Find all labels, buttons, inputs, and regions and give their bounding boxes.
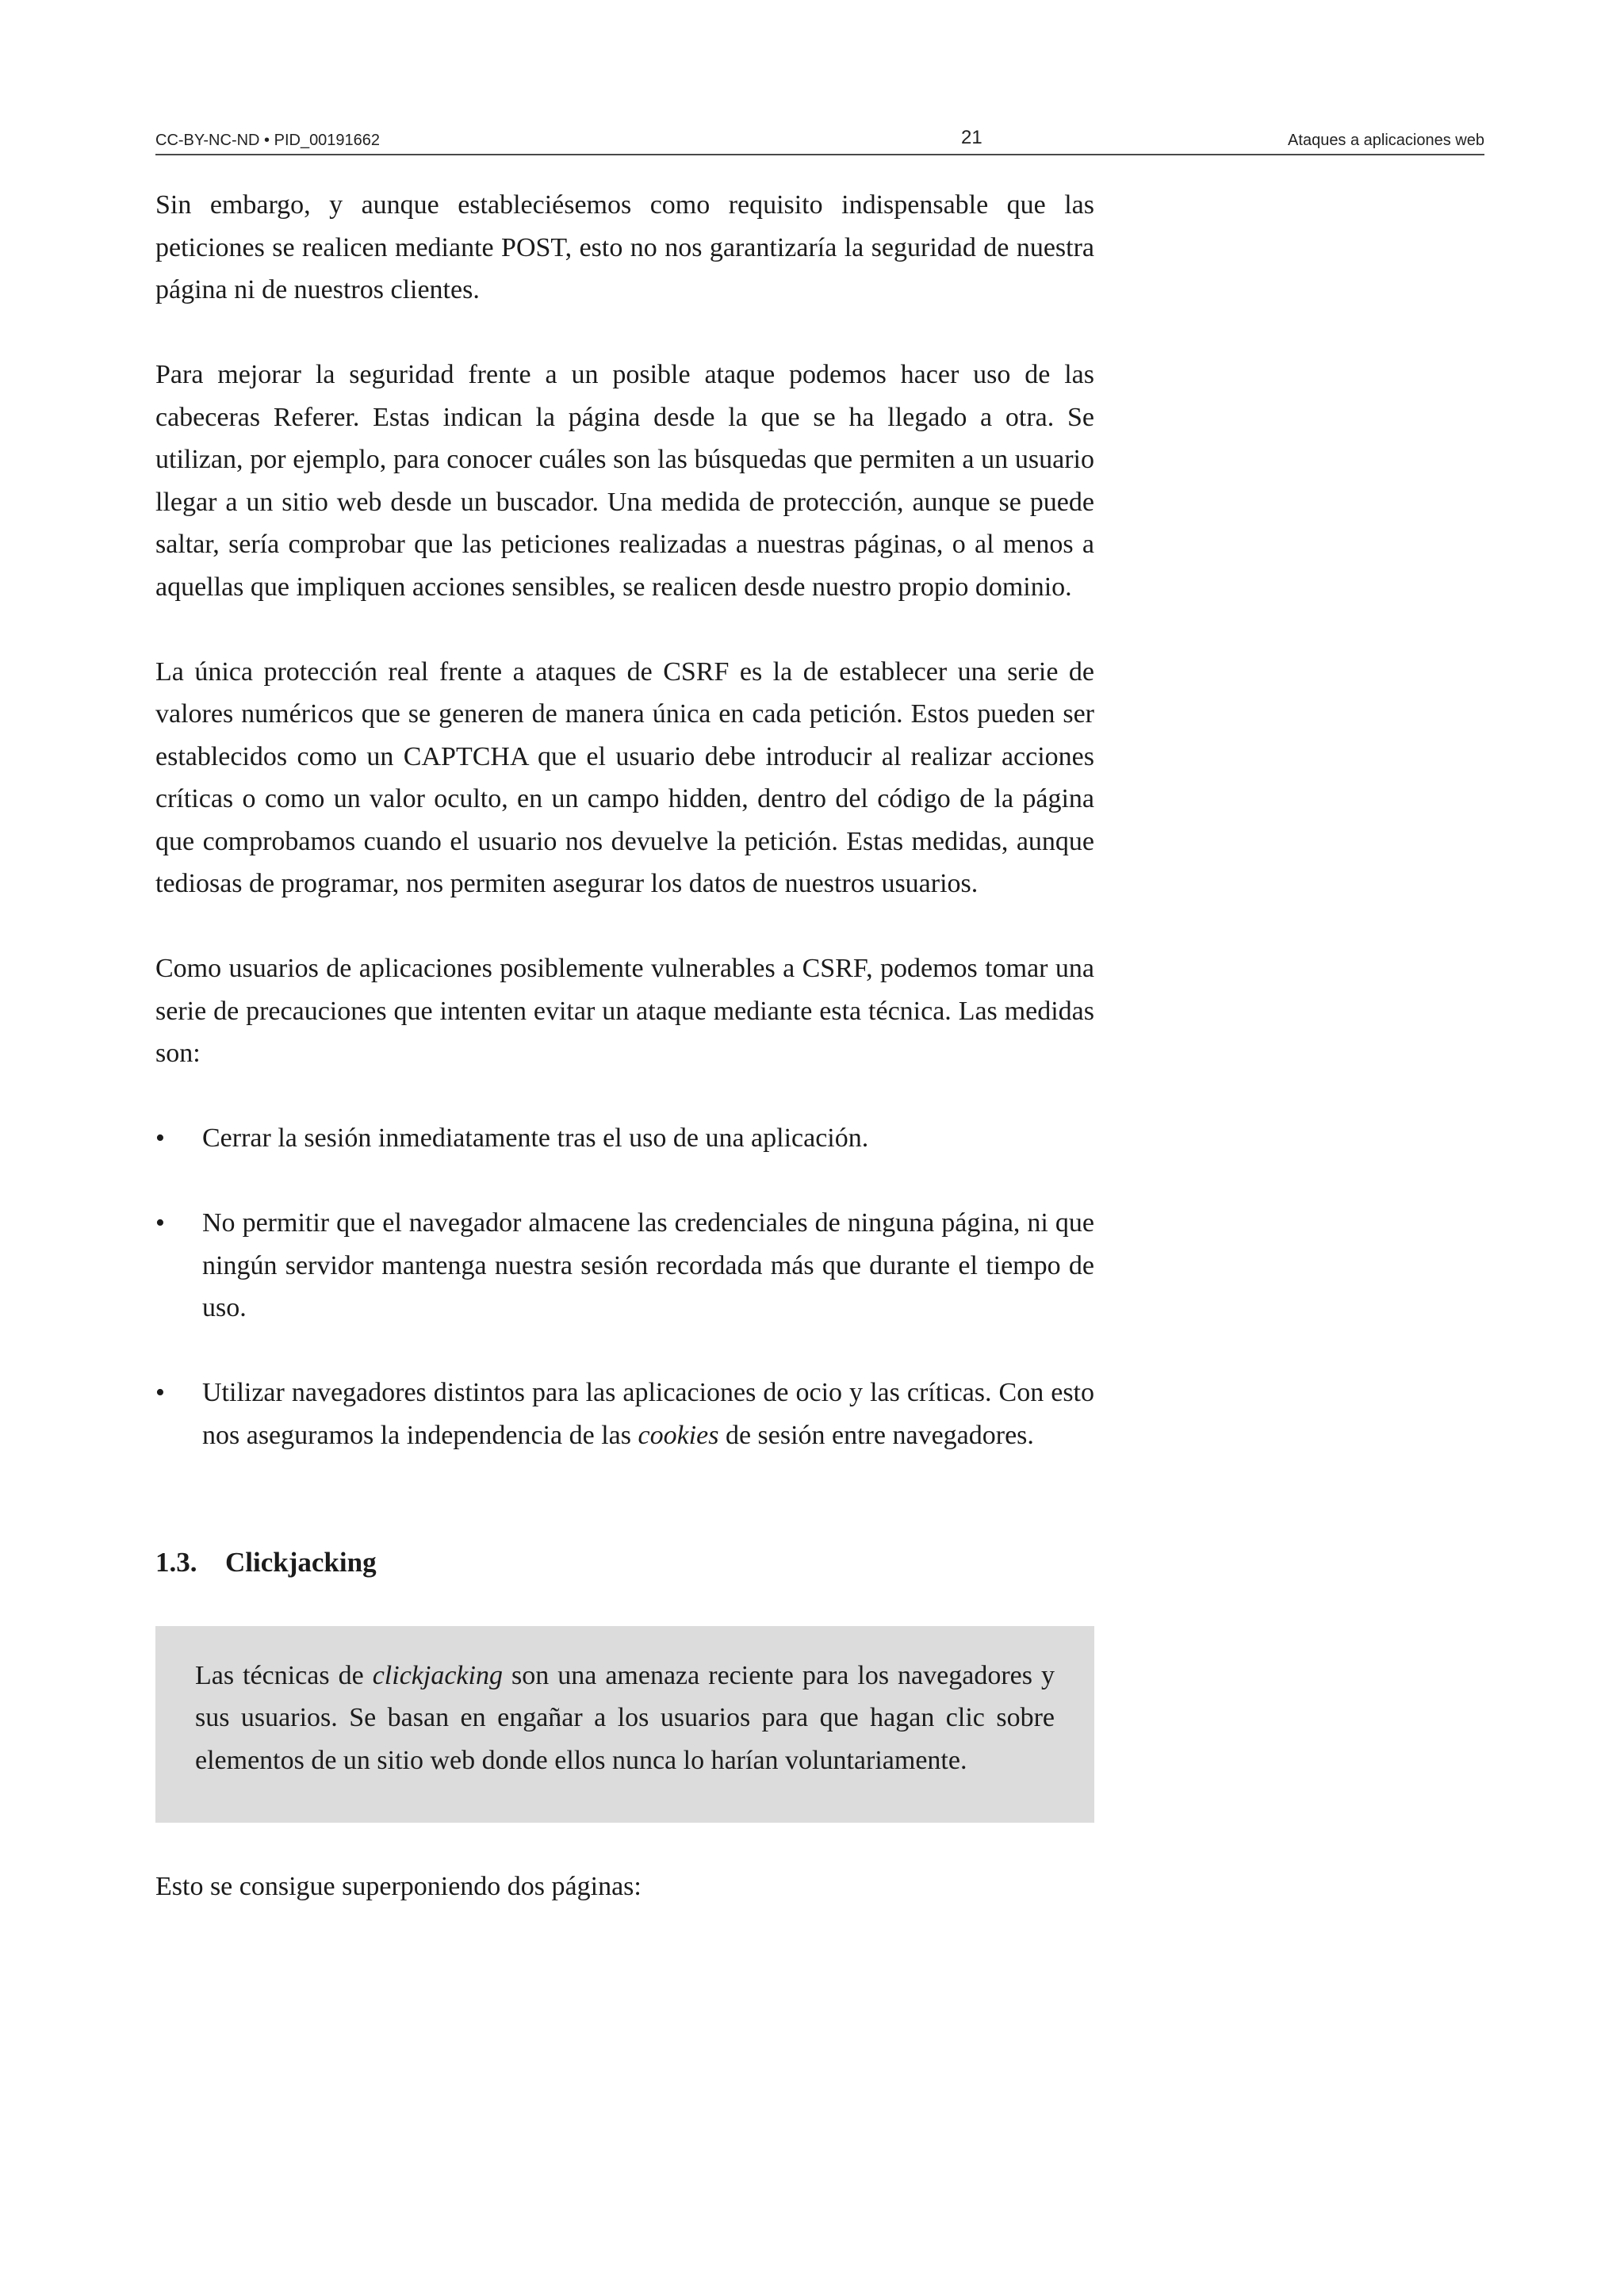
bullet-marker: •	[155, 1123, 165, 1153]
list-item-text	[202, 1378, 1094, 1450]
paragraph-referer-headers: Para mejorar la seguridad frente a un posible ataque podemos hacer uso de las cabeceras Referer. Estas indican la página desde la que se ha llegado a otra. Se utilizan, por ejemplo, para conocer cuáles son las búsquedas que permiten a un usuario llegar a un sitio web desde un buscador. Una medida de protección, aunque se puede saltar, sería comprobar que las peticiones realizadas a nuestras páginas, o al menos a aquellas que impliquen acciones sensibles, se realicen desde nuestro propio dominio.	[155, 360, 1094, 602]
list-item	[155, 1202, 1094, 1330]
page-number: 21	[961, 127, 982, 148]
highlight-text	[195, 1655, 1055, 1782]
highlight-box	[155, 1626, 1094, 1823]
list-item	[155, 1117, 1094, 1160]
running-header	[155, 127, 1484, 155]
highlight-text-start: Las técnicas de	[195, 1660, 373, 1690]
document-title: Ataques a aplicaciones web	[1288, 132, 1484, 149]
main-text-column	[155, 184, 1094, 1908]
paragraph-user-precautions: Como usuarios de aplicaciones posiblemente vulnerables a CSRF, podemos tomar una serie de precauciones que intenten evitar un ataque mediante esta técnica. Las medidas son:	[155, 954, 1094, 1068]
italic-term: clickjacking	[372, 1660, 503, 1690]
list-item	[155, 1372, 1094, 1456]
bullet-marker: •	[155, 1378, 165, 1407]
section-number: 1.3.	[155, 1547, 197, 1578]
precautions-list	[155, 1117, 1094, 1456]
section-title: Clickjacking	[225, 1547, 377, 1578]
italic-term: cookies	[638, 1420, 719, 1450]
paragraph-post-requirement: Sin embargo, y aunque estableciésemos como requisito indispensable que las peticiones se realicen mediante POST, esto no nos garantizaría la seguridad de nuestra página ni de nuestros clientes.	[155, 190, 1094, 304]
list-item-text: Cerrar la sesión inmediatamente tras el uso de una aplicación.	[202, 1123, 869, 1153]
highlight-text-end: son una amenaza reciente para los navegadores y sus usuarios. Se basan en engañar a los usuarios para que hagan clic sobre elementos de un sitio web donde ellos nunca lo harían voluntariamente.	[195, 1660, 1055, 1775]
list-item-text-end: de sesión entre navegadores.	[718, 1420, 1034, 1450]
list-item-text-start: Utilizar navegadores distintos para las aplicaciones de ocio y las críticas. Con esto nos aseguramos la independencia de las	[202, 1378, 1094, 1450]
paragraph-overlay-intro: Esto se consigue superponiendo dos páginas:	[155, 1871, 642, 1901]
license-and-pid: CC-BY-NC-ND • PID_00191662	[155, 132, 381, 149]
paragraph-csrf-protection: La única protección real frente a ataques de CSRF es la de establecer una serie de valores numéricos que se generen de manera única en cada petición. Estos pueden ser establecidos como un CAPTCHA que el usuario debe introducir al realizar acciones críticas o como un valor oculto, en un campo hidden, dentro del código de la página que comprobamos cuando el usuario nos devuelve la petición. Estas medidas, aunque tediosas de programar, nos permiten asegurar los datos de nuestros usuarios.	[155, 656, 1094, 898]
header-divider	[155, 154, 1484, 155]
section-heading	[155, 1541, 1094, 1584]
list-item-text: No permitir que el navegador almacene las credenciales de ninguna página, ni que ningún servidor mantenga nuestra sesión recordada más que durante el tiempo de uso.	[202, 1208, 1094, 1322]
bullet-marker: •	[155, 1208, 165, 1238]
